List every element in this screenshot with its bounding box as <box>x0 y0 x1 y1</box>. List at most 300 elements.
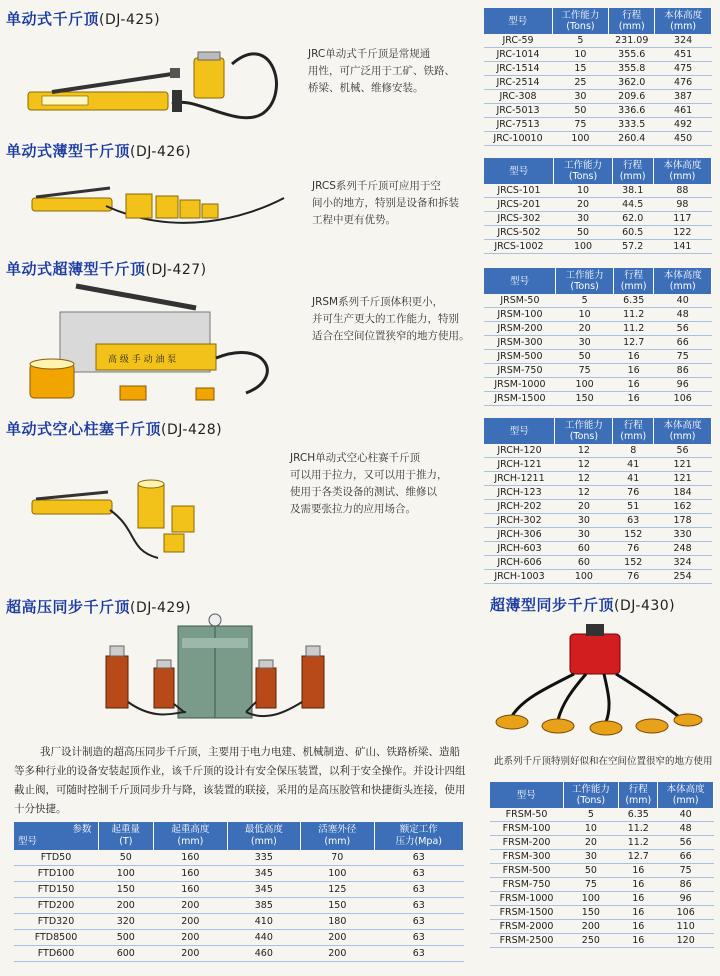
model-cell: JRCS-302 <box>484 212 554 226</box>
stroke-cell: 12.7 <box>619 850 658 864</box>
stroke-cell: 76 <box>613 486 654 500</box>
desc-dj426: JRCS系列千斤顶可应用于空 间小的地方，特别是设备和拆装 工程中更有优势。 <box>312 180 459 226</box>
stroke-cell: 44.5 <box>612 198 653 212</box>
stroke-cell: 11.2 <box>613 308 654 322</box>
table-row <box>484 556 712 570</box>
capacity-cell: 100 <box>563 892 619 906</box>
min-height-cell: 410 <box>227 914 300 930</box>
height-cell: 141 <box>653 240 711 254</box>
stroke-cell: 51 <box>613 500 654 514</box>
capacity-cell: 100 <box>552 132 609 146</box>
table-row <box>484 322 712 336</box>
header-min-height <box>227 822 300 850</box>
capacity-cell: 5 <box>556 294 614 308</box>
header-pressure-label: 额定工作 <box>399 824 438 835</box>
load-cell: 500 <box>98 930 154 946</box>
model-cell: JRC-10010 <box>484 132 552 146</box>
model-cell: FRSM-200 <box>490 836 563 850</box>
capacity-cell: 60 <box>555 556 613 570</box>
pressure-cell: 63 <box>374 930 463 946</box>
table-row <box>14 914 464 930</box>
model-cell: FTD200 <box>14 898 98 914</box>
title-dj427: 单动式超薄型千斤顶(DJ-427) <box>6 260 207 278</box>
header-min-height-label: 最低高度 <box>244 824 283 835</box>
table-row <box>484 500 712 514</box>
table-row <box>490 836 714 850</box>
header-height-unit: (mm) <box>669 171 696 182</box>
stroke-cell: 11.2 <box>619 822 658 836</box>
height-cell: 106 <box>658 906 714 920</box>
model-cell: JRC-5013 <box>484 104 552 118</box>
table-row <box>484 486 712 500</box>
header-stroke <box>619 782 658 808</box>
thin-synchronous-jack-image <box>482 620 714 740</box>
header-capacity-label: 工作能力 <box>564 160 603 171</box>
table-row <box>484 212 712 226</box>
height-cell: 324 <box>655 34 712 48</box>
capacity-cell: 30 <box>563 850 619 864</box>
model-cell: FRSM-500 <box>490 864 563 878</box>
table-row <box>14 850 464 866</box>
height-cell: 117 <box>653 212 711 226</box>
stroke-cell: 260.4 <box>609 132 655 146</box>
spec-table-jrsm <box>484 268 712 406</box>
table-header-row <box>484 418 712 444</box>
model-cell: JRCH-603 <box>484 542 555 556</box>
header-model <box>484 158 554 184</box>
capacity-cell: 10 <box>554 184 612 198</box>
stroke-cell: 16 <box>619 934 658 948</box>
capacity-cell: 30 <box>555 528 613 542</box>
pressure-cell: 63 <box>374 866 463 882</box>
height-cell: 387 <box>655 90 712 104</box>
height-cell: 162 <box>654 500 712 514</box>
spec-table-jrc <box>484 8 712 146</box>
model-cell: JRSM-100 <box>484 308 556 322</box>
header-height-label: 本体高度 <box>664 10 703 21</box>
min-height-cell: 335 <box>227 850 300 866</box>
piston-cell: 200 <box>301 946 374 962</box>
header-load-label: 起重量 <box>111 824 141 835</box>
header-model-label: 型号 <box>516 789 536 801</box>
model-cell: JRCS-201 <box>484 198 554 212</box>
load-cell: 100 <box>98 866 154 882</box>
header-load-unit: (T) <box>119 836 133 847</box>
spec-table-jrcs <box>484 158 712 254</box>
model-cell: JRCH-121 <box>484 458 555 472</box>
height-cell: 178 <box>654 514 712 528</box>
header-model-label: 型号 <box>509 425 529 437</box>
header-capacity-unit: (Tons) <box>566 21 595 32</box>
height-cell: 450 <box>655 132 712 146</box>
stroke-cell: 12.7 <box>613 336 654 350</box>
capacity-cell: 50 <box>556 350 614 364</box>
height-cell: 56 <box>658 836 714 850</box>
height-cell: 248 <box>654 542 712 556</box>
model-cell: JRC-59 <box>484 34 552 48</box>
height-cell: 121 <box>654 472 712 486</box>
capacity-cell: 25 <box>552 76 609 90</box>
lift-cell: 160 <box>154 866 227 882</box>
table-row <box>490 808 714 822</box>
header-stroke-unit: (mm) <box>625 795 652 806</box>
model-cell: FTD8500 <box>14 930 98 946</box>
capacity-cell: 12 <box>555 472 613 486</box>
desc-dj429: 我厂设计制造的超高压同步千斤顶，主要用于电力电建、机械制造、矿山、铁路桥梁、造船等多种行业的设备安装起顶作业，该千斤顶的设计有安全保压装置，以利于安全操作。并设计四组截止阀，可随时控制千斤顶同步升与降，该装置的联接，采用的是高压胶管和快捷街头连接，使用十分快捷。 <box>14 746 466 815</box>
capacity-cell: 60 <box>555 542 613 556</box>
load-cell: 50 <box>98 850 154 866</box>
stroke-cell: 336.6 <box>609 104 655 118</box>
stroke-cell: 152 <box>613 556 654 570</box>
header-height <box>654 418 712 444</box>
model-cell: JRCS-502 <box>484 226 554 240</box>
stroke-cell: 355.8 <box>609 62 655 76</box>
header-capacity-label: 工作能力 <box>571 784 610 795</box>
spec-table-jrch <box>484 418 712 584</box>
height-cell: 461 <box>655 104 712 118</box>
table-header-row <box>484 158 712 184</box>
stroke-cell: 16 <box>619 864 658 878</box>
table-row <box>490 892 714 906</box>
height-cell: 86 <box>658 878 714 892</box>
height-cell: 86 <box>654 364 712 378</box>
header-stroke-unit: (mm) <box>620 281 647 292</box>
table-row <box>490 920 714 934</box>
capacity-cell: 75 <box>552 118 609 132</box>
model-cell: JRSM-500 <box>484 350 556 364</box>
header-stroke-label: 行程 <box>623 160 643 171</box>
table-row <box>14 866 464 882</box>
header-piston-unit: (mm) <box>324 836 351 847</box>
capacity-cell: 20 <box>563 836 619 850</box>
table-row <box>490 906 714 920</box>
table-row <box>484 350 712 364</box>
height-cell: 56 <box>654 322 712 336</box>
lift-cell: 160 <box>154 882 227 898</box>
capacity-cell: 20 <box>556 322 614 336</box>
table-header-row <box>14 822 464 850</box>
height-cell: 121 <box>654 458 712 472</box>
header-stroke <box>609 8 655 34</box>
height-cell: 96 <box>654 378 712 392</box>
min-height-cell: 385 <box>227 898 300 914</box>
header-capacity-unit: (Tons) <box>576 795 606 806</box>
load-cell: 320 <box>98 914 154 930</box>
capacity-cell: 100 <box>554 240 612 254</box>
header-height-label: 本体高度 <box>666 784 705 795</box>
capacity-cell: 10 <box>556 308 614 322</box>
header-stroke <box>613 418 654 444</box>
table-row <box>484 472 712 486</box>
hollow-plunger-jack-image <box>28 470 278 570</box>
model-cell: FTD320 <box>14 914 98 930</box>
height-cell: 120 <box>658 934 714 948</box>
table-row <box>484 458 712 472</box>
min-height-cell: 460 <box>227 946 300 962</box>
table-row <box>484 294 712 308</box>
load-cell: 200 <box>98 898 154 914</box>
header-stroke-unit: (mm) <box>620 431 647 442</box>
capacity-cell: 30 <box>556 336 614 350</box>
header-pressure-unit: 压力(Mpa) <box>395 836 442 847</box>
model-cell: JRCH-302 <box>484 514 555 528</box>
desc-dj425: JRC单动式千斤顶是常规通 用性，可广泛用于工矿、铁路、 桥梁、机械、维修安装。 <box>308 48 455 94</box>
table-row <box>14 898 464 914</box>
model-cell: FTD600 <box>14 946 98 962</box>
stroke-cell: 76 <box>613 570 654 584</box>
capacity-cell: 12 <box>555 486 613 500</box>
height-cell: 122 <box>653 226 711 240</box>
capacity-cell: 50 <box>552 104 609 118</box>
table-row <box>484 48 712 62</box>
ultra-thin-jack-set-image <box>26 278 288 408</box>
header-stroke-label: 行程 <box>623 420 643 431</box>
height-cell: 475 <box>655 62 712 76</box>
header-capacity-label: 工作能力 <box>564 420 603 431</box>
capacity-cell: 200 <box>563 920 619 934</box>
synchronous-jack-system-image <box>96 612 336 734</box>
header-model-label: 型号 <box>508 15 528 27</box>
table-row <box>484 308 712 322</box>
header-stroke-label: 行程 <box>628 784 648 795</box>
header-pressure <box>374 822 463 850</box>
header-min-height-unit: (mm) <box>250 836 277 847</box>
piston-cell: 125 <box>301 882 374 898</box>
table-header-row <box>484 8 712 34</box>
capacity-cell: 5 <box>552 34 609 48</box>
capacity-cell: 50 <box>563 864 619 878</box>
model-cell: JRSM-1500 <box>484 392 556 406</box>
desc-dj428: JRCH单动式空心柱赛千斤顶 可以用于拉力，又可以用于推力， 使用于各类设备的测试、维修以 及需要张拉力的应用场合。 <box>290 452 448 515</box>
table-row <box>490 864 714 878</box>
model-cell: JRCH-306 <box>484 528 555 542</box>
height-cell: 330 <box>654 528 712 542</box>
model-cell: JRC-2514 <box>484 76 552 90</box>
lift-cell: 200 <box>154 914 227 930</box>
header-height-unit: (mm) <box>669 281 696 292</box>
capacity-cell: 30 <box>554 212 612 226</box>
stroke-cell: 16 <box>613 350 654 364</box>
model-cell: JRSM-300 <box>484 336 556 350</box>
pump-label: 高 级 手 动 油 泵 <box>108 355 177 365</box>
capacity-cell: 30 <box>555 514 613 528</box>
capacity-cell: 250 <box>563 934 619 948</box>
header-corner <box>14 822 98 850</box>
table-row <box>484 90 712 104</box>
height-cell: 492 <box>655 118 712 132</box>
header-capacity <box>563 782 619 808</box>
min-height-cell: 345 <box>227 882 300 898</box>
table-row <box>484 184 712 198</box>
stroke-cell: 333.5 <box>609 118 655 132</box>
header-capacity <box>555 418 613 444</box>
table-row <box>484 364 712 378</box>
stroke-cell: 16 <box>613 378 654 392</box>
model-cell: JRCH-123 <box>484 486 555 500</box>
title-dj426: 单动式薄型千斤顶(DJ-426) <box>6 142 192 160</box>
model-cell: FTD150 <box>14 882 98 898</box>
stroke-cell: 62.0 <box>612 212 653 226</box>
height-cell: 324 <box>654 556 712 570</box>
header-height-unit: (mm) <box>670 21 697 32</box>
table-row <box>490 822 714 836</box>
header-lift <box>154 822 227 850</box>
height-cell: 451 <box>655 48 712 62</box>
header-capacity-unit: (Tons) <box>569 431 599 442</box>
table-row <box>14 930 464 946</box>
stroke-cell: 41 <box>613 472 654 486</box>
model-cell: JRC-1014 <box>484 48 552 62</box>
header-stroke-unit: (mm) <box>619 171 646 182</box>
stroke-cell: 6.35 <box>613 294 654 308</box>
header-corner-model: 型号 <box>18 836 38 847</box>
table-row <box>484 62 712 76</box>
height-cell: 75 <box>658 864 714 878</box>
height-cell: 88 <box>653 184 711 198</box>
table-row <box>484 240 712 254</box>
capacity-cell: 75 <box>563 878 619 892</box>
stroke-cell: 76 <box>613 542 654 556</box>
piston-cell: 70 <box>301 850 374 866</box>
table-row <box>490 934 714 948</box>
height-cell: 56 <box>654 444 712 458</box>
note-dj430: 此系列千斤顶特别好似和在空间位置很窄的地方使用 <box>494 756 713 767</box>
table-row <box>484 34 712 48</box>
table-row <box>484 392 712 406</box>
header-piston <box>301 822 374 850</box>
title-dj428: 单动式空心柱塞千斤顶(DJ-428) <box>6 420 223 438</box>
pressure-cell: 63 <box>374 914 463 930</box>
height-cell: 40 <box>658 808 714 822</box>
height-cell: 254 <box>654 570 712 584</box>
stroke-cell: 209.6 <box>609 90 655 104</box>
header-model-label: 型号 <box>510 275 530 287</box>
model-cell: JRSM-750 <box>484 364 556 378</box>
model-cell: FRSM-100 <box>490 822 563 836</box>
header-capacity <box>552 8 609 34</box>
capacity-cell: 150 <box>556 392 614 406</box>
capacity-cell: 5 <box>563 808 619 822</box>
capacity-cell: 12 <box>555 444 613 458</box>
height-cell: 66 <box>654 336 712 350</box>
title-dj425: 单动式千斤顶(DJ-425) <box>6 10 161 28</box>
header-capacity-unit: (Tons) <box>570 281 599 292</box>
height-cell: 40 <box>654 294 712 308</box>
model-cell: FRSM-300 <box>490 850 563 864</box>
model-cell: FRSM-750 <box>490 878 563 892</box>
header-model <box>490 782 563 808</box>
stroke-cell: 16 <box>613 364 654 378</box>
model-cell: FRSM-1500 <box>490 906 563 920</box>
capacity-cell: 100 <box>556 378 614 392</box>
min-height-cell: 345 <box>227 866 300 882</box>
stroke-cell: 16 <box>619 892 658 906</box>
header-lift-label: 起重高度 <box>171 824 210 835</box>
min-height-cell: 440 <box>227 930 300 946</box>
stroke-cell: 16 <box>619 878 658 892</box>
title-dj429: 超高压同步千斤顶(DJ-429) <box>6 598 192 616</box>
capacity-cell: 15 <box>552 62 609 76</box>
model-cell: JRCH-120 <box>484 444 555 458</box>
header-model <box>484 418 555 444</box>
title-dj430: 超薄型同步千斤顶(DJ-430) <box>490 596 676 614</box>
header-height <box>653 158 711 184</box>
capacity-cell: 20 <box>554 198 612 212</box>
capacity-cell: 100 <box>555 570 613 584</box>
stroke-cell: 11.2 <box>619 836 658 850</box>
table-row <box>484 444 712 458</box>
stroke-cell: 8 <box>613 444 654 458</box>
model-cell: JRCH-1003 <box>484 570 555 584</box>
header-stroke-label: 行程 <box>622 10 642 21</box>
header-height-label: 本体高度 <box>663 420 702 431</box>
lift-cell: 160 <box>154 850 227 866</box>
stroke-cell: 16 <box>619 920 658 934</box>
table-row <box>484 528 712 542</box>
header-height-label: 本体高度 <box>663 160 702 171</box>
table-row <box>484 378 712 392</box>
table-row <box>484 226 712 240</box>
header-stroke-unit: (mm) <box>618 21 645 32</box>
table-row <box>484 76 712 90</box>
pressure-cell: 63 <box>374 946 463 962</box>
thin-jack-set-image <box>26 168 288 238</box>
height-cell: 48 <box>654 308 712 322</box>
spec-table-ftd <box>14 822 464 962</box>
header-piston-label: 活塞外径 <box>318 824 357 835</box>
header-height-label: 本体高度 <box>663 270 702 281</box>
capacity-cell: 10 <box>552 48 609 62</box>
header-model <box>484 268 556 294</box>
header-lift-unit: (mm) <box>177 836 204 847</box>
header-capacity-label: 工作能力 <box>561 10 600 21</box>
header-height <box>654 268 712 294</box>
table-header-row <box>484 268 712 294</box>
table-row <box>484 104 712 118</box>
height-cell: 75 <box>654 350 712 364</box>
header-capacity <box>556 268 614 294</box>
header-height <box>658 782 714 808</box>
table-row <box>484 118 712 132</box>
model-cell: JRSM-50 <box>484 294 556 308</box>
header-capacity-unit: (Tons) <box>568 171 598 182</box>
header-stroke <box>612 158 653 184</box>
table-row <box>484 514 712 528</box>
pressure-cell: 63 <box>374 882 463 898</box>
header-height <box>655 8 712 34</box>
header-capacity <box>554 158 612 184</box>
model-cell: JRSM-200 <box>484 322 556 336</box>
table-row <box>14 882 464 898</box>
height-cell: 184 <box>654 486 712 500</box>
lift-cell: 200 <box>154 946 227 962</box>
stroke-cell: 38.1 <box>612 184 653 198</box>
model-cell: JRCH-1211 <box>484 472 555 486</box>
table-header-row <box>490 782 714 808</box>
capacity-cell: 150 <box>563 906 619 920</box>
model-cell: JRCS-1002 <box>484 240 554 254</box>
table-row <box>484 570 712 584</box>
height-cell: 476 <box>655 76 712 90</box>
height-cell: 66 <box>658 850 714 864</box>
load-cell: 600 <box>98 946 154 962</box>
capacity-cell: 30 <box>552 90 609 104</box>
model-cell: JRC-308 <box>484 90 552 104</box>
piston-cell: 150 <box>301 898 374 914</box>
header-capacity-label: 工作能力 <box>565 270 604 281</box>
table-row <box>484 132 712 146</box>
piston-cell: 100 <box>301 866 374 882</box>
